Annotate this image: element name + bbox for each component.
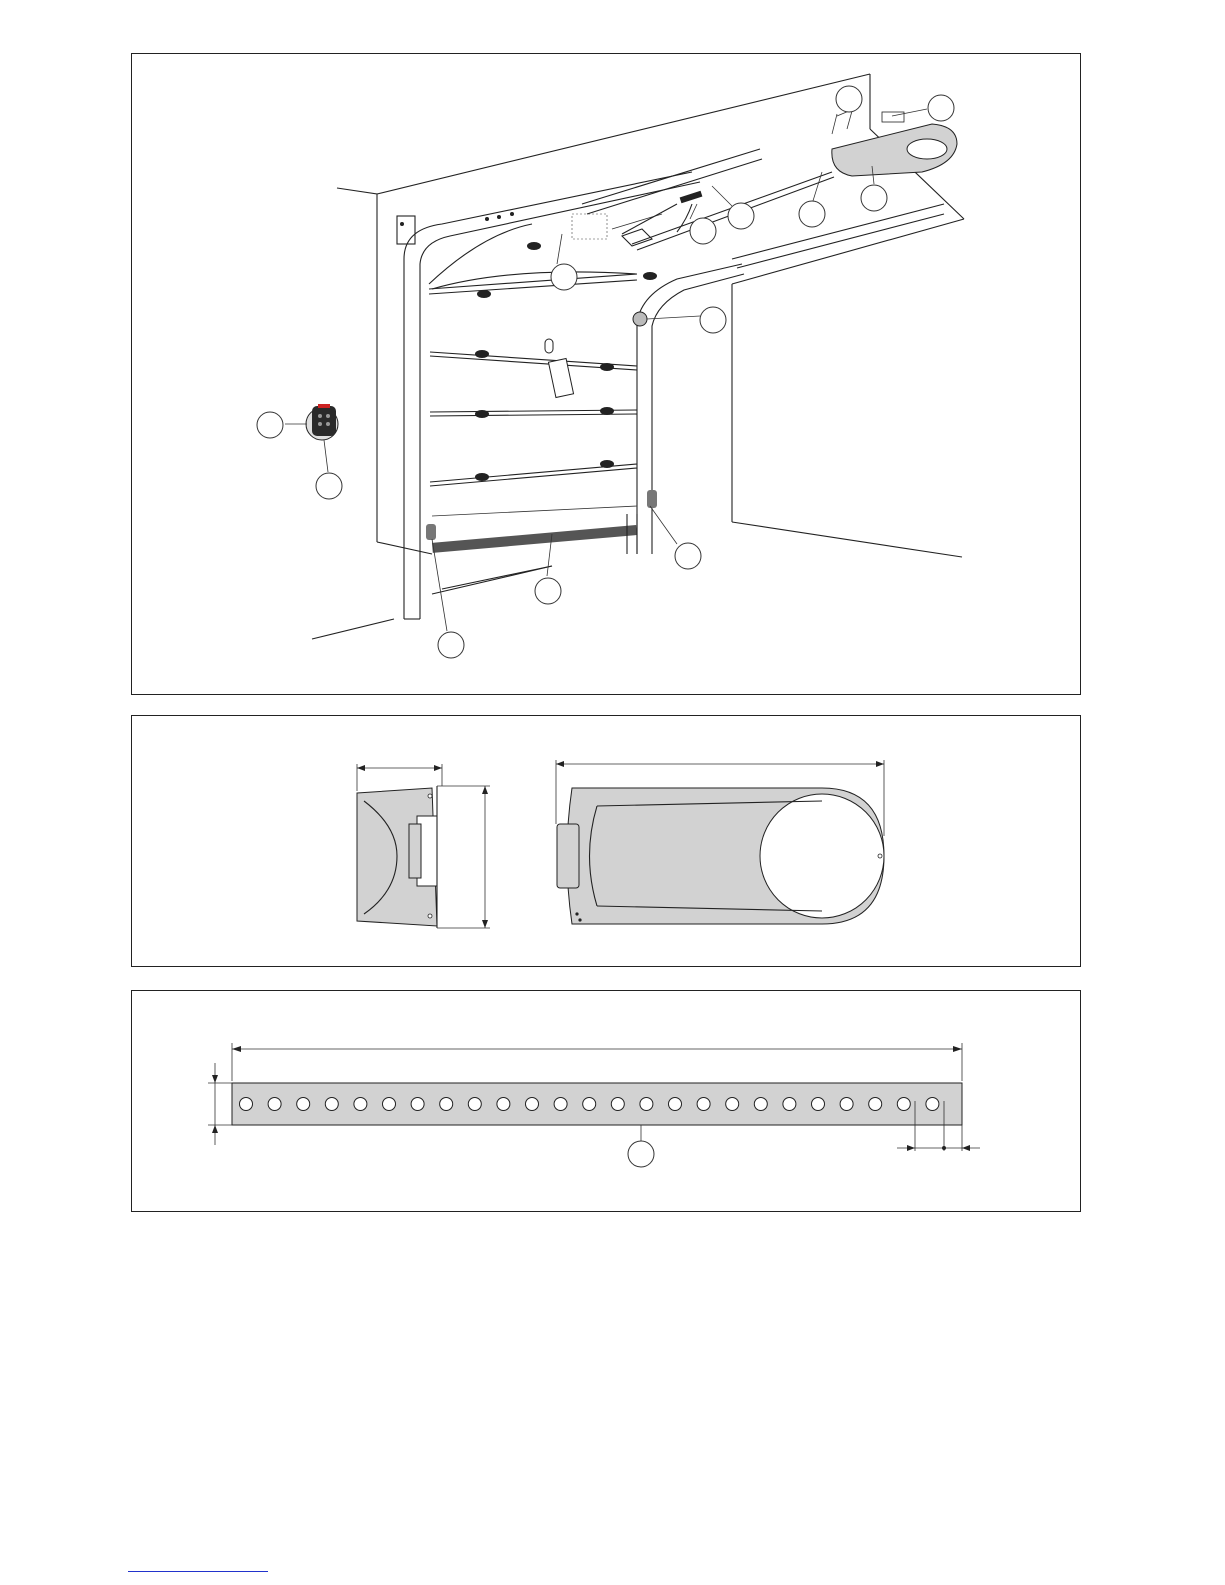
callout-marker (690, 218, 716, 244)
garage-door-overview-drawing (132, 54, 1082, 696)
hidden-receiver (572, 214, 607, 239)
motor-side-view (357, 786, 437, 928)
rail-hole (669, 1098, 682, 1111)
callout-marker (728, 203, 754, 229)
rail-hole (440, 1098, 453, 1111)
callout-marker (861, 185, 887, 211)
rail-hole (897, 1098, 910, 1111)
rail-hole (754, 1098, 767, 1111)
rail-hole (268, 1098, 281, 1111)
rail-hole (497, 1098, 510, 1111)
motor-dimensions-panel (131, 715, 1081, 967)
motor-dimensions-drawing (132, 716, 1082, 968)
callout-marker (257, 412, 283, 438)
rail-hole (354, 1098, 367, 1111)
callout-marker (700, 307, 726, 333)
callout-marker (316, 473, 342, 499)
rail-hole (526, 1098, 539, 1111)
callout-marker (836, 86, 862, 112)
callout-marker (551, 264, 577, 290)
callout-marker (628, 1141, 654, 1167)
rail-hole (297, 1098, 310, 1111)
overview-figure-panel (131, 53, 1081, 695)
rail-hole (783, 1098, 796, 1111)
callout-marker (675, 543, 701, 569)
rail-hole (411, 1098, 424, 1111)
rail-hole (869, 1098, 882, 1111)
rail-hole (383, 1098, 396, 1111)
rail-hole (468, 1098, 481, 1111)
rail-dimensions-drawing (132, 991, 1082, 1213)
callout-marker (928, 95, 954, 121)
callout-marker (438, 632, 464, 658)
rail-hole (926, 1098, 939, 1111)
rail-hole (325, 1098, 338, 1111)
rail-hole (726, 1098, 739, 1111)
junction-sphere (633, 312, 647, 326)
rail-height-dimension (208, 1063, 232, 1145)
rail-hole (812, 1098, 825, 1111)
callout-marker (535, 578, 561, 604)
rail-length-dimension (232, 1043, 962, 1081)
rail-dimensions-panel (131, 990, 1081, 1212)
rail-hole (554, 1098, 567, 1111)
rail-hole (583, 1098, 596, 1111)
rail-hole (697, 1098, 710, 1111)
rail-hole (640, 1098, 653, 1111)
rail-hole (840, 1098, 853, 1111)
rail-hole (611, 1098, 624, 1111)
door-panels (426, 224, 657, 554)
wall-remote (306, 404, 338, 440)
callout-marker (799, 201, 825, 227)
rail-hole (240, 1098, 253, 1111)
motor-top-view (557, 788, 884, 924)
footer-rule (128, 1571, 268, 1572)
